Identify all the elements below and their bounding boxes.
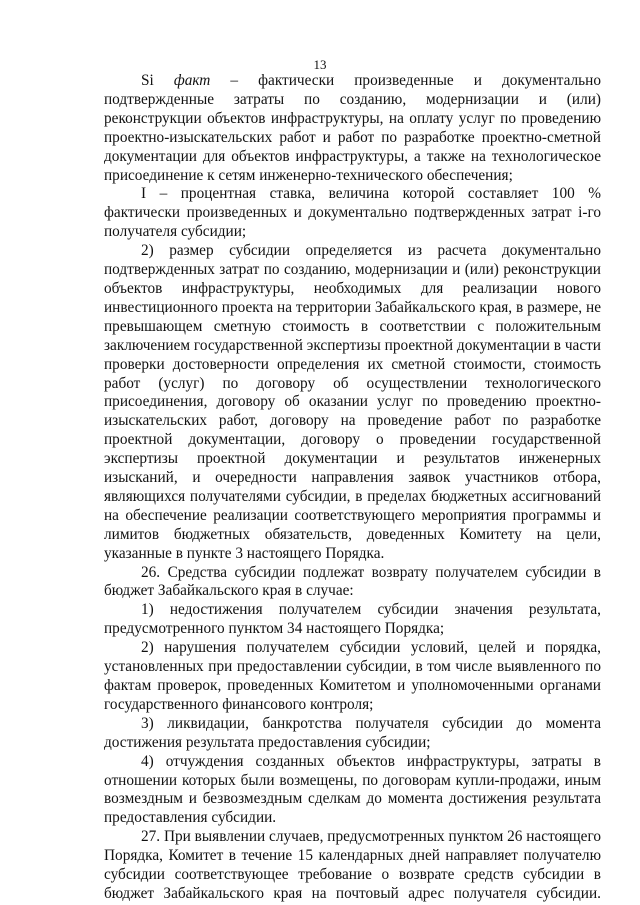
paragraph-item-26: 26. Средства субсидии подлежат возврату получателем субсидии в бюджет Забайкальского края в случае: bbox=[104, 563, 601, 600]
document-body bbox=[104, 72, 601, 904]
symbol-fact-italic: факт bbox=[173, 72, 211, 89]
paragraph-interest-rate: I – процентная ставка, величина которой составляет 100 % фактически произведенных и документально подтвержденных затрат i-го получателя субсидии; bbox=[104, 185, 601, 241]
paragraph-item-26-1: 1) недостижения получателем субсидии значения результата, предусмотренного пунктом 34 настоящего Порядка; bbox=[104, 601, 601, 638]
paragraph-si-fact-definition bbox=[104, 72, 601, 185]
paragraph-subsidy-size: 2) размер субсидии определяется из расчета документально подтвержденных затрат по созданию, модернизации и (или) реконструкции объектов инфраструктуры, необходимых для реализации нового инвестиционного проекта на территории Забайкальского края, в размере, не превышающем сметную стоимость в соответствии с положительным заключением государственной экспертизы проектной документации в части проверки достоверности определения их сметной стоимости, стоимость работ (услуг) по договору об осуществлении технологического присоединения, договору об оказании услуг по проведению проектно-изыскательских работ, договору на проведение работ по разработке проектной документации, договору о проведении государственной экспертизы проектной документации и результатов инженерных изысканий, и очередности направления заявок участников отбора, являющихся получателями субсидии, в пределах бюджетных ассигнований на обеспечение реализации соответствующего мероприятия программы и лимитов бюджетных обязательств, доведенных Комитету на цели, указанные в пункте 3 настоящего Порядка. bbox=[104, 242, 601, 562]
page-number: 13 bbox=[313, 57, 327, 72]
paragraph-item-27: 27. При выявлении случаев, предусмотренных пунктом 26 настоящего Порядка, Комитет в течение 15 календарных дней направляет получателю субсидии соответствующее требование о возврате средств субсидии в бюджет Забайкальского края на почтовый адрес получателя субсидии. bbox=[104, 828, 601, 902]
paragraph-item-26-2: 2) нарушения получателем субсидии условий, целей и порядка, установленных при предоставлении субсидии, в том числе выявленного по фактам проверок, проведенных Комитетом и уполномоченными органами государственного финансового контроля; bbox=[104, 639, 601, 713]
paragraph-item-26-4: 4) отчуждения созданных объектов инфраструктуры, затраты в отношении которых были возмещены, по договорам купли-продажи, иным возмездным и безвозмездным сделкам до момента достижения результата предоставления субсидии. bbox=[104, 752, 601, 827]
symbol-si: Si bbox=[141, 72, 174, 89]
paragraph-item-26-3: 3) ликвидации, банкротства получателя субсидии до момента достижения результата предоставления субсидии; bbox=[104, 714, 601, 751]
paragraph-text: – фактически произведенные и документально подтвержденные затраты по созданию, модернизации и (или) реконструкции объектов инфраструктуры, на оплату услуг по проведению проектно-изыскательских работ и работ по разработке проектно-сметной документации для объектов инфраструктуры, а также на технологическое присоединение к сетям инженерно-технического обеспечения; bbox=[104, 72, 601, 184]
